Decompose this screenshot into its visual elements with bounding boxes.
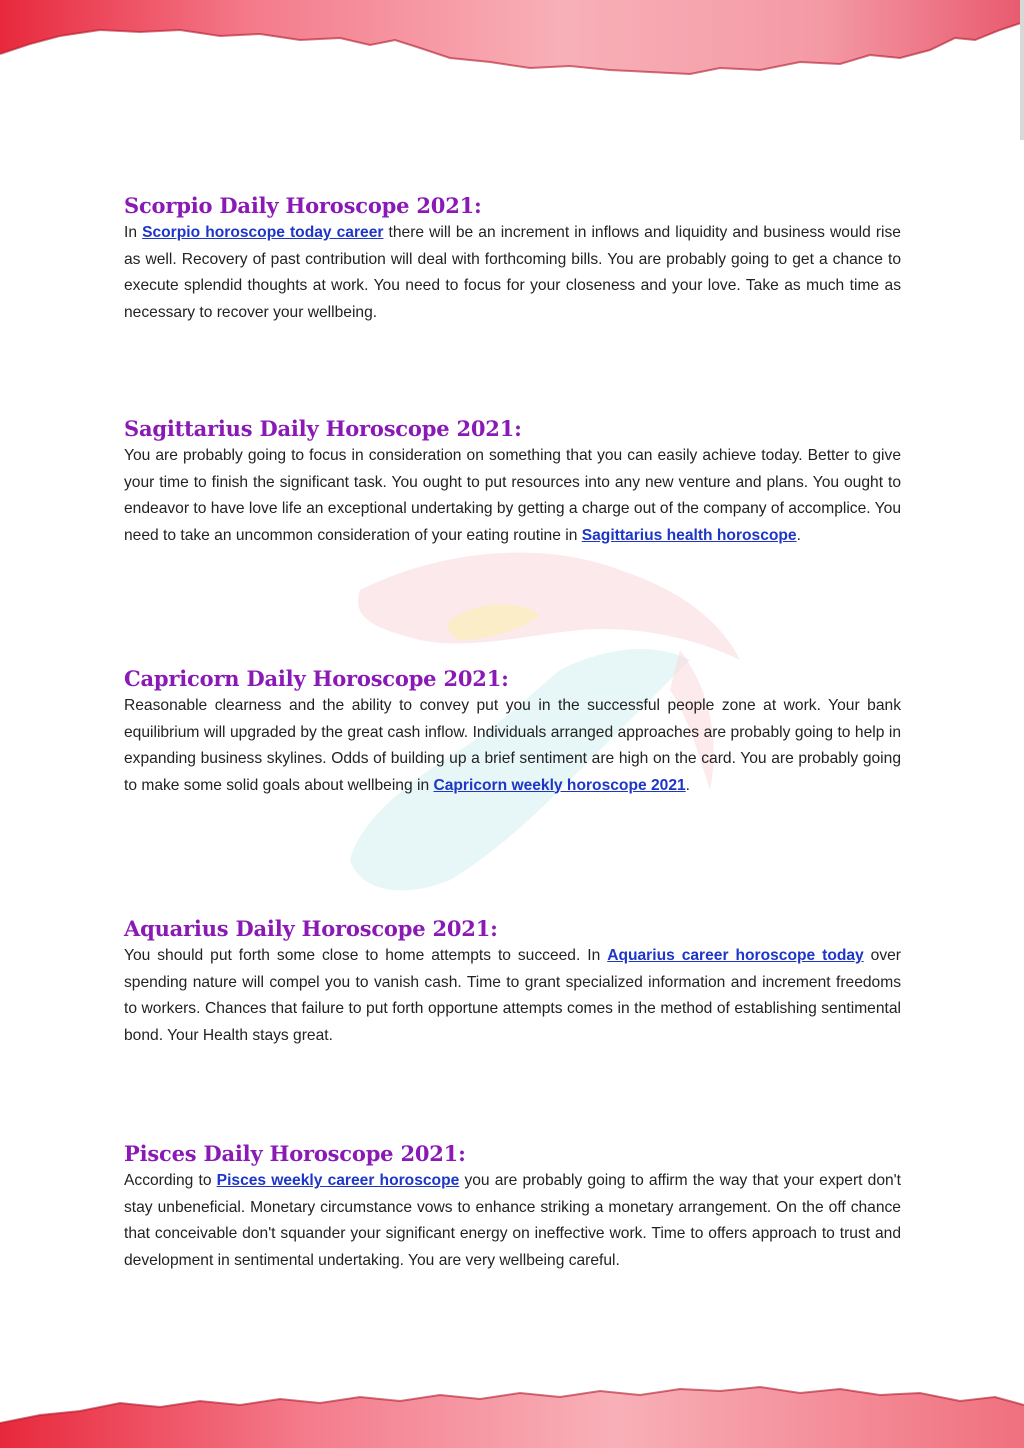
- aquarius-paragraph: [124, 943, 901, 1049]
- scorpio-heading: Scorpio Daily Horoscope 2021:: [124, 193, 482, 218]
- sagittarius-text-before: You are probably going to focus in consideration on something that you can easily achieve today. Better to give your time to finish the significant task. You ought to put resources into any new venture and plans. You ought to endeavor to have love life an exceptional undertaking by getting a charge out of the company of accomplice. You need to take an uncommon consideration of your eating routine in: [124, 447, 901, 544]
- aquarius-career-link[interactable]: Aquarius career horoscope today: [607, 947, 864, 964]
- scorpio-section: [124, 192, 901, 326]
- aquarius-heading: Aquarius Daily Horoscope 2021:: [124, 916, 498, 941]
- scorpio-career-link[interactable]: Scorpio horoscope today career: [142, 224, 384, 241]
- top-torn-band-decoration: [0, 0, 1024, 95]
- pisces-heading: Pisces Daily Horoscope 2021:: [124, 1141, 466, 1166]
- pisces-career-link[interactable]: Pisces weekly career horoscope: [216, 1172, 460, 1189]
- aquarius-text-after: over spending nature will compel you to vanish cash. Time to grant specialized information and increment freedoms to workers. Chances that failure to put forth opportune attempts comes in the method of establishing sentimental bond. Your Health stays great.: [124, 947, 901, 1044]
- capricorn-heading: Capricorn Daily Horoscope 2021:: [124, 666, 509, 691]
- pisces-section: [124, 1140, 901, 1274]
- capricorn-text-after: .: [685, 776, 691, 794]
- scorpio-text-after: there will be an increment in inflows and liquidity and business would rise as well. Recovery of past contribution will deal with forthcoming bills. You are probably going to get a chance to execute splendid thoughts at work. You need to focus for your closeness and your love. Take as much time as necessary to recover your wellbeing.: [124, 224, 901, 321]
- sagittarius-heading: Sagittarius Daily Horoscope 2021:: [124, 416, 522, 441]
- bottom-torn-band-decoration: [0, 1353, 1024, 1448]
- scorpio-text-before: In: [124, 224, 143, 241]
- sagittarius-text-after: .: [796, 526, 801, 544]
- pisces-text-after: you are probably going to affirm the way that your expert don't stay unbeneficial. Monetary circumstance vows to enhance striking a monetary arrangement. On the off chance that conceivable don't squander your significant energy on ineffective work. Time to offers approach to trust and development in sentimental undertaking. You are very wellbeing careful.: [124, 1172, 901, 1269]
- sagittarius-paragraph: [124, 443, 901, 549]
- pisces-text-before: According to: [124, 1172, 217, 1189]
- sagittarius-section: [124, 415, 901, 549]
- capricorn-paragraph: [124, 693, 901, 799]
- capricorn-weekly-link[interactable]: Capricorn weekly horoscope 2021: [433, 776, 686, 794]
- scorpio-paragraph: [124, 220, 901, 326]
- sagittarius-health-link[interactable]: Sagittarius health horoscope: [581, 526, 797, 544]
- aquarius-section: [124, 915, 901, 1049]
- aquarius-text-before: You should put forth some close to home attempts to succeed. In: [124, 947, 608, 964]
- capricorn-text-before: Reasonable clearness and the ability to convey put you in the successful people zone at work. Your bank equilibrium will upgraded by the great cash inflow. Individuals arranged approaches are probably going to help in expanding business skylines. Odds of building up a brief sentiment are high on the card. You are probably going to make some solid goals about wellbeing in: [124, 697, 901, 794]
- pisces-paragraph: [124, 1168, 901, 1274]
- page-edge-shadow: [1020, 0, 1024, 140]
- capricorn-section: [124, 665, 901, 799]
